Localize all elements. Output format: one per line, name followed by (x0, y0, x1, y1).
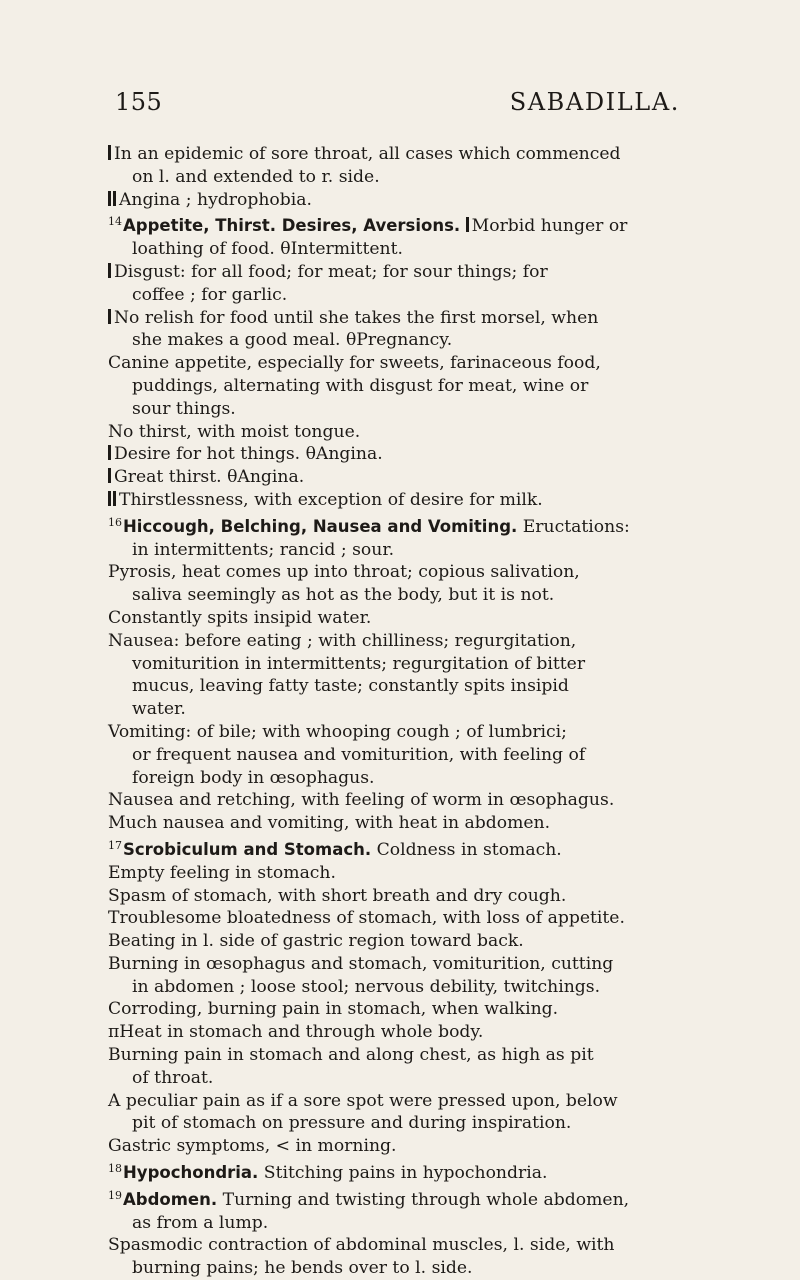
continuation-line (108, 166, 692, 189)
section-heading: Hiccough, Belching, Nausea and Vomiting. (123, 516, 518, 536)
section-heading: Appetite, Thirst. Desires, Aversions. (123, 216, 461, 236)
line-text: In an epidemic of sore throat, all cases which commenced (114, 144, 621, 164)
line-text: A peculiar pain as if a sore spot were pressed upon, below (108, 1090, 618, 1111)
line-text: No relish for food until she takes the first morsel, when (114, 307, 599, 328)
line-text: puddings, alternating with disgust for meat, wine or (132, 375, 589, 396)
entry-line (108, 930, 692, 953)
line-text: she makes a good meal. θPregnancy. (132, 330, 453, 351)
entry-line (108, 998, 692, 1021)
line-text: mucus, leaving fatty taste; constantly spits insipid (132, 676, 569, 697)
emphasis-bar-icon (108, 191, 111, 206)
line-text: or frequent nausea and vomiturition, with feeling of (132, 744, 586, 765)
continuation-line (108, 284, 692, 307)
continuation-line (108, 584, 692, 607)
line-text: Spasmodic contraction of abdominal muscles, l. side, with (108, 1235, 615, 1256)
section-line (108, 211, 692, 238)
entry-line (108, 466, 692, 489)
continuation-line (108, 329, 692, 352)
entry-line (108, 953, 692, 976)
continuation-line (108, 675, 692, 698)
section-line (108, 512, 692, 539)
line-text: Empty feeling in stomach. (108, 862, 336, 883)
line-text: saliva seemingly as hot as the body, but it is not. (132, 585, 555, 606)
emphasis-bar-icon (108, 468, 111, 483)
section-line (108, 1185, 692, 1212)
entry-line (108, 1234, 692, 1257)
section-line (108, 1158, 692, 1185)
line-text: Disgust: for all food; for meat; for sour things; for (114, 261, 548, 282)
entry-line (108, 189, 692, 212)
emphasis-bar-icon (466, 217, 469, 232)
section-number: 16 (108, 515, 122, 529)
continuation-line (108, 375, 692, 398)
entry-line (108, 307, 692, 330)
continuation-line (108, 976, 692, 999)
line-text: in intermittents; rancid ; sour. (132, 539, 395, 560)
entry-line (108, 352, 692, 375)
emphasis-bar-icon (108, 445, 111, 460)
body-text (108, 143, 692, 1280)
line-text: πHeat in stomach and through whole body. (108, 1022, 484, 1043)
emphasis-bar-icon (108, 491, 111, 506)
entry-line (108, 607, 692, 630)
line-text: Nausea: before eating ; with chilliness; regurgitation, (108, 630, 577, 651)
emphasis-bar-icon (108, 145, 111, 160)
continuation-line (108, 238, 692, 261)
page-header (115, 88, 680, 120)
line-text: Vomiting: of bile; with whooping cough ; of lumbrici; (108, 721, 567, 742)
entry-line (108, 812, 692, 835)
line-text: Troublesome bloatedness of stomach, with loss of appetite. (108, 908, 625, 929)
entry-line (108, 1135, 692, 1158)
section-heading: Scrobiculum and Stomach. (123, 839, 372, 859)
entry-line (108, 561, 692, 584)
line-text: Gastric symptoms, < in morning. (108, 1136, 397, 1157)
section-heading: Abdomen. (123, 1189, 218, 1209)
line-text: of throat. (132, 1067, 214, 1088)
entry-line (108, 721, 692, 744)
line-text: on l. and extended to r. side. (132, 166, 380, 187)
entry-line (108, 907, 692, 930)
line-text: Canine appetite, especially for sweets, farinaceous food, (108, 353, 601, 374)
line-text: Thirstlessness, with exception of desire for milk. (119, 489, 543, 510)
entry-line (108, 489, 692, 512)
entry-line (108, 143, 692, 166)
continuation-line (108, 744, 692, 767)
line-text: burning pains; he bends over to l. side. (132, 1258, 473, 1279)
line-text: Pyrosis, heat comes up into throat; copious salivation, (108, 562, 580, 583)
continuation-line (108, 698, 692, 721)
emphasis-bar-icon (113, 191, 116, 206)
line-text: Turning and twisting through whole abdomen, (222, 1189, 630, 1210)
line-text: Spasm of stomach, with short breath and dry cough. (108, 885, 567, 906)
line-text: coffee ; for garlic. (132, 284, 288, 305)
continuation-line (108, 539, 692, 562)
continuation-line (108, 1067, 692, 1090)
section-number: 19 (108, 1188, 122, 1202)
continuation-line (108, 767, 692, 790)
line-text: vomiturition in intermittents; regurgitation of bitter (132, 653, 586, 674)
entry-line (108, 1044, 692, 1067)
continuation-line (108, 1112, 692, 1135)
line-text: Nausea and retching, with feeling of worm in œsophagus. (108, 790, 615, 811)
line-text: Eructations: (522, 516, 630, 537)
line-text: in abdomen ; loose stool; nervous debility, twitchings. (132, 976, 601, 997)
line-text: sour things. (132, 398, 236, 419)
line-text: Stitching pains in hypochondria. (263, 1163, 548, 1184)
section-line (108, 835, 692, 862)
entry-line (108, 443, 692, 466)
continuation-line (108, 653, 692, 676)
line-text: Desire for hot things. θAngina. (114, 444, 383, 465)
section-number: 14 (108, 215, 122, 229)
line-text: Burning in œsophagus and stomach, vomiturition, cutting (108, 953, 614, 974)
section-number: 17 (108, 838, 122, 852)
line-text: pit of stomach on pressure and during inspiration. (132, 1113, 572, 1134)
line-text: Morbid hunger or (471, 216, 628, 237)
line-text: foreign body in œsophagus. (132, 767, 375, 788)
page-number: 155 (115, 88, 163, 116)
emphasis-bar-icon (108, 309, 111, 324)
line-text: Great thirst. θAngina. (114, 467, 305, 488)
continuation-line (108, 1257, 692, 1280)
continuation-line (108, 1212, 692, 1235)
entry-line (108, 789, 692, 812)
section-number: 18 (108, 1162, 122, 1176)
entry-line (108, 885, 692, 908)
line-text: water. (132, 699, 186, 720)
line-text: loathing of food. θIntermittent. (132, 239, 403, 260)
line-text: Constantly spits insipid water. (108, 607, 372, 628)
line-text: as from a lump. (132, 1212, 269, 1233)
line-text: Beating in l. side of gastric region toward back. (108, 931, 524, 952)
section-heading: Hypochondria. (123, 1163, 259, 1183)
emphasis-bar-icon (113, 491, 116, 506)
line-text: Burning pain in stomach and along chest, as high as pit (108, 1045, 594, 1066)
line-text: Coldness in stomach. (376, 839, 562, 860)
entry-line (108, 1090, 692, 1113)
continuation-line (108, 398, 692, 421)
line-text: Angina ; hydrophobia. (119, 189, 312, 210)
entry-line (108, 261, 692, 284)
entry-line (108, 1021, 692, 1044)
emphasis-bar-icon (108, 263, 111, 278)
entry-line (108, 862, 692, 885)
line-text: Corroding, burning pain in stomach, when walking. (108, 999, 559, 1020)
running-title: SABADILLA. (509, 88, 680, 116)
entry-line (108, 630, 692, 653)
line-text: Much nausea and vomiting, with heat in abdomen. (108, 813, 551, 834)
line-text: No thirst, with moist tongue. (108, 421, 361, 442)
entry-line (108, 421, 692, 444)
